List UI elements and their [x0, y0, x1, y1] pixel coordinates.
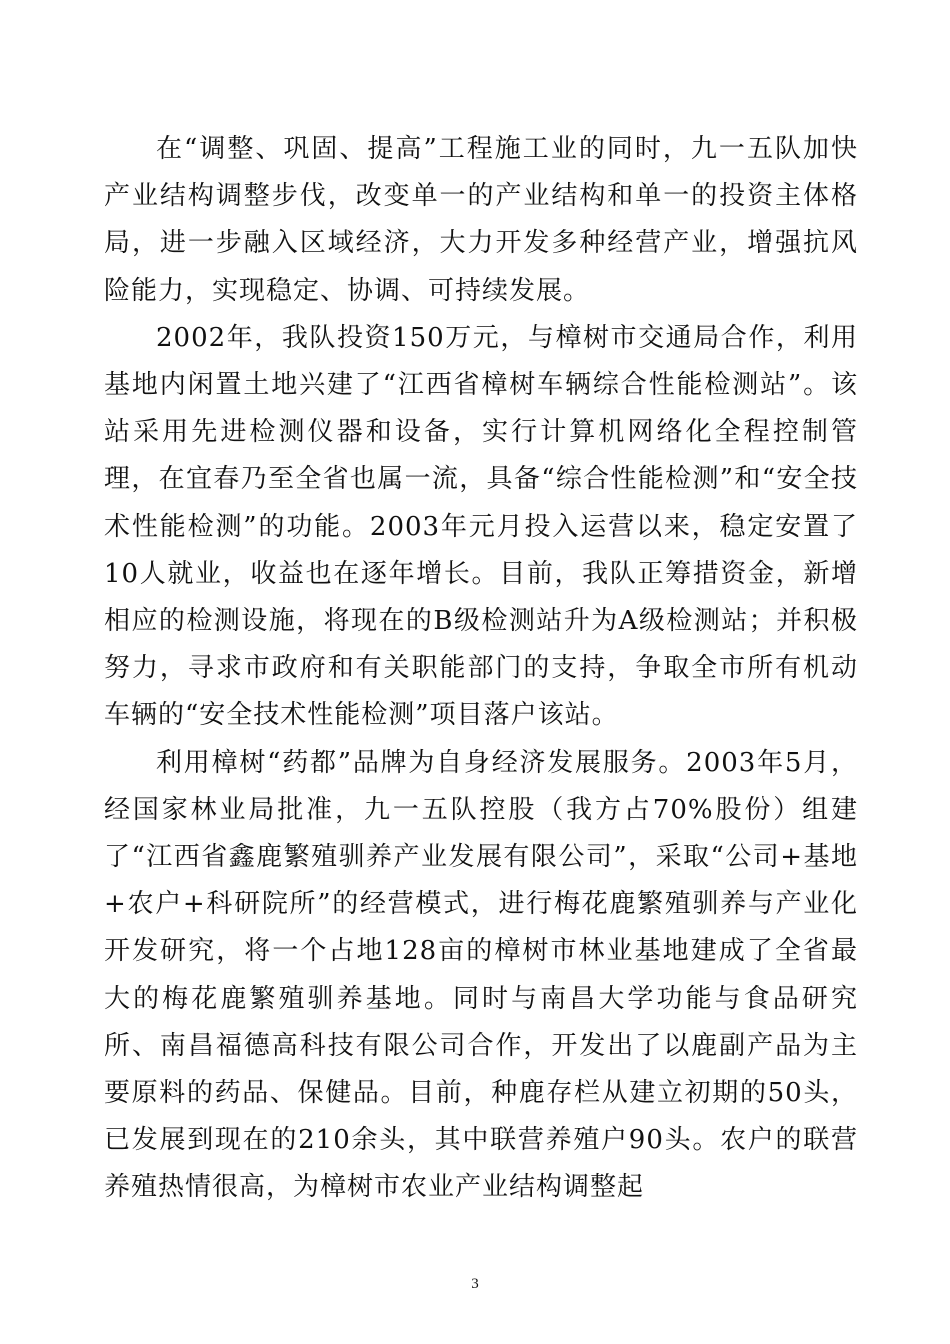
body-text — [104, 126, 858, 1212]
page-number: 3 — [471, 1276, 479, 1292]
paragraph-deer-breeding-company: 利用樟树“药都”品牌为自身经济发展服务。2003年5月，经国家林业局批准，九一五队控股（我方占70%股份）组建了“江西省鑫鹿繁殖驯养产业发展有限公司”，采取“公司+基地+农户+科研院所”的经营模式，进行梅花鹿繁殖驯养与产业化开发研究，将一个占地128亩的樟树市林业基地建成了全省最大的梅花鹿繁殖驯养基地。同时与南昌大学功能与食品研究所、南昌福德高科技有限公司合作，开发出了以鹿副产品为主要原料的药品、保健品。目前，种鹿存栏从建立初期的50头，已发展到现在的210余头，其中联营养殖户90头。农户的联营养殖热情很高，为樟树市农业产业结构调整起 — [104, 747, 858, 1203]
paragraph-vehicle-inspection-station: 2002年，我队投资150万元，与樟树市交通局合作，利用基地内闲置土地兴建了“江西省樟树车辆综合性能检测站”。该站采用先进检测仪器和设备，实行计算机网络化全程控制管理，在宜春乃至全省也属一流，具备“综合性能检测”和“安全技术性能检测”的功能。2003年元月投入运营以来，稳定安置了10人就业，收益也在逐年增长。目前，我队正筹措资金，新增相应的检测设施，将现在的B级检测站升为A级检测站；并积极努力，寻求市政府和有关职能部门的支持，争取全市所有机动车辆的“安全技术性能检测”项目落户该站。 — [104, 322, 858, 731]
paragraph-industry-restructuring: 在“调整、巩固、提高”工程施工业的同时，九一五队加快产业结构调整步伐，改变单一的产业结构和单一的投资主体格局，进一步融入区域经济，大力开发多种经营产业，增强抗风险能力，实现稳定、协调、可持续发展。 — [104, 134, 858, 306]
